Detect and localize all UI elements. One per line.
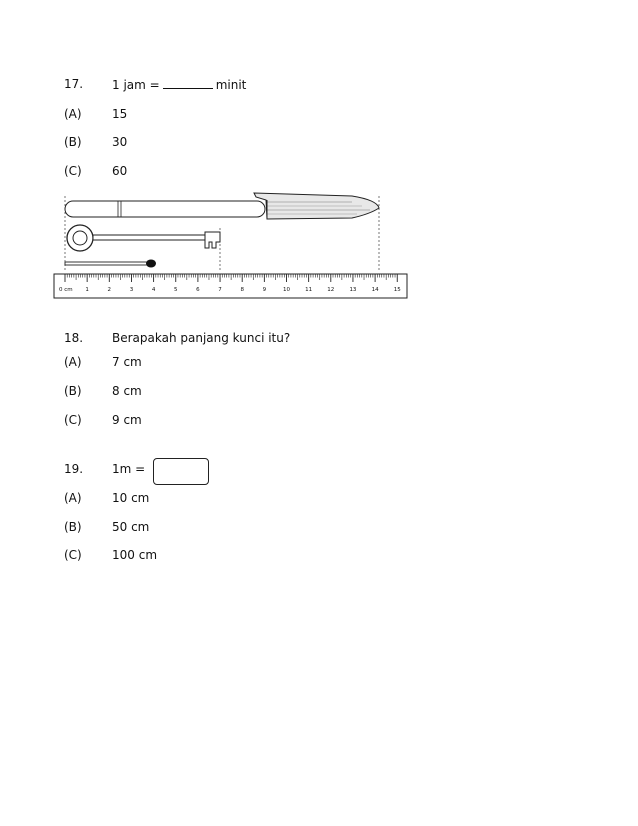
pen-drawing <box>65 193 379 219</box>
q19-number: 19. <box>64 462 84 476</box>
ruler-label: 8 <box>240 287 244 293</box>
q17-stem-after: minit <box>215 78 247 92</box>
q17-option-a-letter: (A) <box>64 107 82 121</box>
ruler-label: 0 cm <box>59 287 73 293</box>
ruler-label: 6 <box>196 287 200 293</box>
ruler-label: 2 <box>107 287 112 293</box>
q19-answer-box[interactable] <box>153 458 209 485</box>
q18-option-b-text: 8 cm <box>112 384 142 398</box>
q18-option-a-text: 7 cm <box>112 355 142 369</box>
ruler-label: 1 <box>85 287 89 293</box>
q18-option-a-letter: (A) <box>64 355 82 369</box>
ruler-label: 4 <box>151 287 156 293</box>
q19-option-c-letter: (C) <box>64 548 82 562</box>
q18-option-c-text: 9 cm <box>112 413 142 427</box>
q17-option-a-text: 15 <box>112 107 128 121</box>
ruler-label: 3 <box>129 287 134 293</box>
q19-option-a-text: 10 cm <box>112 491 150 505</box>
ruler-label: 10 <box>283 287 290 293</box>
q17-option-c-text: 60 <box>112 164 128 178</box>
q17-blank <box>163 77 213 89</box>
ruler-label: 11 <box>305 287 313 293</box>
ruler-label: 12 <box>327 287 335 293</box>
q17-option-b-text: 30 <box>112 135 128 149</box>
key-drawing <box>67 225 220 251</box>
q17-option-b-letter: (B) <box>64 135 82 149</box>
q19-option-b-text: 50 cm <box>112 520 150 534</box>
q18-stem: Berapakah panjang kunci itu? <box>112 331 291 345</box>
ruler-label: 14 <box>371 287 379 293</box>
ruler-illustration <box>52 188 424 304</box>
q19-option-a-letter: (A) <box>64 491 82 505</box>
q17-option-c-letter: (C) <box>64 164 82 178</box>
q19-option-b-letter: (B) <box>64 520 82 534</box>
q18-number: 18. <box>64 331 84 345</box>
ruler <box>54 274 407 298</box>
q18-option-c-letter: (C) <box>64 413 82 427</box>
ruler-label: 7 <box>218 287 222 293</box>
q19-option-c-text: 100 cm <box>112 548 158 562</box>
ruler-label: 13 <box>349 287 357 293</box>
ruler-label: 5 <box>174 287 178 293</box>
q17-number: 17. <box>64 77 84 91</box>
q17-stem <box>112 77 246 92</box>
ruler-label: 15 <box>393 287 401 293</box>
matchstick-drawing <box>65 260 156 268</box>
q18-option-b-letter: (B) <box>64 384 82 398</box>
q19-stem: 1m = <box>112 462 146 476</box>
ruler-label: 9 <box>262 287 267 293</box>
q17-stem-before: 1 jam = <box>112 78 160 92</box>
